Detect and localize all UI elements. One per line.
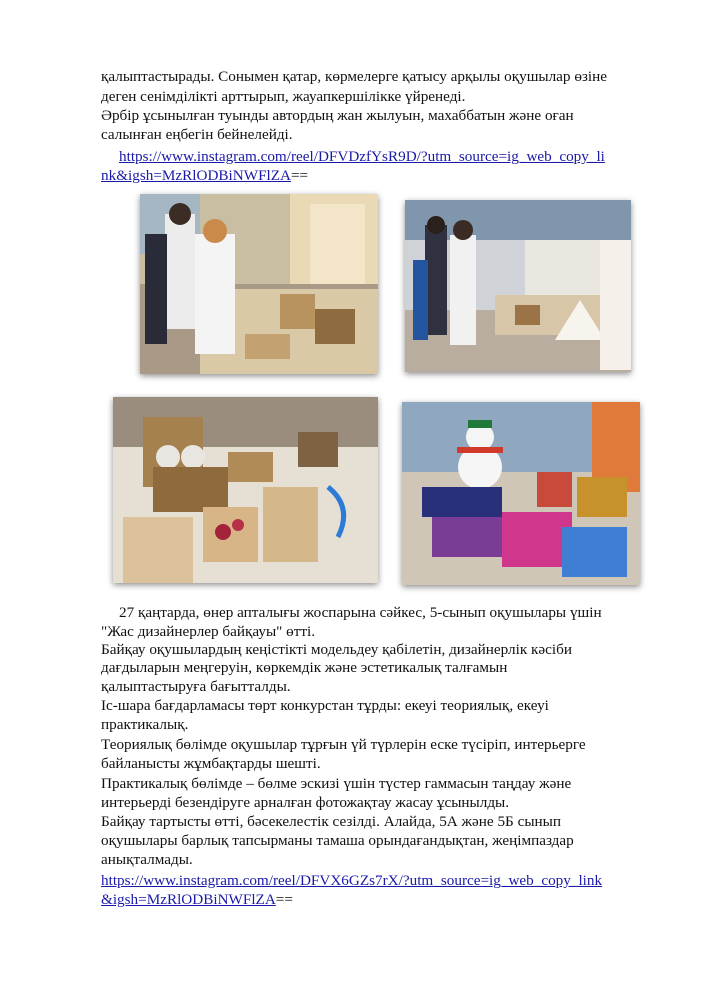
photo-students-exhibition-right <box>405 200 631 372</box>
paragraph-line: деген сенімділікті арттырып, жауапкершілікке үйренеді. <box>101 88 466 105</box>
link-suffix: == <box>290 167 309 184</box>
paragraph-line: байланысты жұмбақтарды шешті. <box>101 755 321 772</box>
paragraph-line: интерьерді безендіруге арналған фотожақтау жасау ұсынылды. <box>101 794 510 811</box>
instagram-link-2-part2[interactable]: &igsh=MzRlODBiNWFlZA <box>101 891 276 908</box>
paragraph-line: қалыптастыруға бағытталды. <box>101 678 291 695</box>
photo-snowman-and-boxes <box>402 402 640 585</box>
paragraph-line: Байқау тартысты өтті, бәсекелестік сезілді. Алайда, 5А және 5Б сынып <box>101 813 561 830</box>
paragraph-line: Іс-шара бағдарламасы төрт конкурстан тұрды: екеуі теориялық, екеуі <box>101 697 549 714</box>
paragraph-line: 27 қаңтарда, өнер апталығы жоспарына сәйкес, 5-сынып оқушылары үшін <box>119 604 602 621</box>
paragraph-line: анықталмады. <box>101 851 193 868</box>
paragraph-line: салынған еңбегін бейнелейді. <box>101 126 293 143</box>
paragraph-line: Әрбір ұсынылған туынды автордың жан жылуын, махаббатын және оған <box>101 107 574 124</box>
paragraph-line: дағдыларын меңгеруін, көркемдік және эстетикалық талғамын <box>101 659 508 676</box>
paragraph-line: Практикалық бөлімде – бөлме эскизі үшін түстер гаммасын таңдау және <box>101 775 572 792</box>
instagram-link-2-cont[interactable] <box>101 890 293 909</box>
instagram-link-1-part2[interactable]: nk&igsh=MzRlODBiNWFlZA <box>101 167 291 184</box>
instagram-link-1-cont[interactable] <box>101 166 308 185</box>
instagram-link-1-part1[interactable]: https://www.instagram.com/reel/DFVDzfYsR9D/?utm_source=ig_web_copy_li <box>119 148 605 165</box>
photo-students-exhibition-left <box>140 194 378 374</box>
paragraph-line: практикалық. <box>101 716 189 733</box>
paragraph-line: Байқау оқушылардың кеңістікті модельдеу қабілетін, дизайнерлік кәсіби <box>101 641 572 658</box>
paragraph-line: "Жас дизайнерлер байқауы" өтті. <box>101 623 316 640</box>
link-suffix: == <box>275 891 293 908</box>
instagram-link-2[interactable] <box>101 871 602 890</box>
paragraph-line: Теориялық бөлімде оқушылар тұрғын үй түрлерін еске түсіріп, интерьерге <box>101 736 586 753</box>
paragraph-line: оқушылары барлық тапсырманы тамаша орындағандықтан, жеңімпаздар <box>101 832 574 849</box>
paragraph-line: қалыптастырады. Сонымен қатар, көрмелерге қатысу арқылы оқушылар өзіне <box>101 68 607 85</box>
photo-wooden-crafts <box>113 397 378 583</box>
instagram-link-1[interactable] <box>119 147 605 166</box>
instagram-link-2-part1[interactable]: https://www.instagram.com/reel/DFVX6GZs7rX/?utm_source=ig_web_copy_link <box>101 872 603 889</box>
